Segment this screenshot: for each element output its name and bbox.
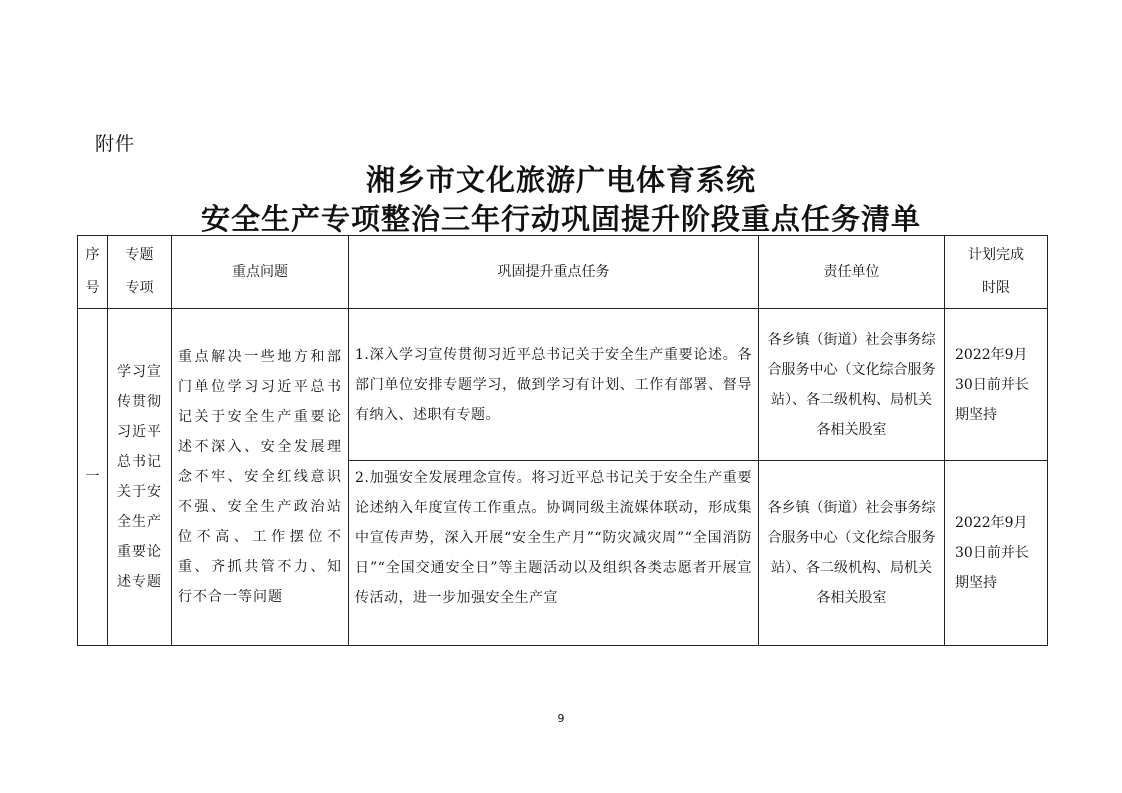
unit-cell-2: 各乡镇（街道）社会事务综合服务中心（文化综合服务站）、各二级机构、局机关各相关股室: [759, 461, 945, 646]
header-problem: 重点问题: [172, 236, 349, 309]
header-unit: 责任单位: [759, 236, 945, 309]
header-task: 巩固提升重点任务: [349, 236, 759, 309]
header-topic: 专题专项: [108, 236, 172, 309]
deadline-cell-2: 2022年9月30日前并长期坚持: [945, 461, 1048, 646]
task-list-table: [77, 235, 1048, 646]
document-title-line-1: 湘乡市文化旅游广电体育系统: [365, 163, 756, 197]
unit-cell-1: 各乡镇（街道）社会事务综合服务中心（文化综合服务站）、各二级机构、局机关各相关股室: [759, 309, 945, 461]
group-seq-cell: 一: [78, 309, 108, 646]
deadline-cell-1: 2022年9月30日前并长期坚持: [945, 309, 1048, 461]
document-title-line-2: 安全生产专项整治三年行动巩固提升阶段重点任务清单: [200, 202, 921, 236]
page-number: 9: [557, 712, 565, 725]
table-header-row: [78, 236, 1048, 309]
header-deadline: 计划完成时限: [945, 236, 1048, 309]
table-row: [78, 309, 1048, 461]
group-problem-cell: 重点解决一些地方和部门单位学习习近平总书记关于安全生产重要论述不深入、安全发展理念不牢、安全红线意识不强、安全生产政治站位不高、工作摆位不重、齐抓共管不力、知行不合一等问题: [172, 309, 349, 646]
header-seq: 序号: [78, 236, 108, 309]
task-cell-1: 1.深入学习宣传贯彻习近平总书记关于安全生产重要论述。各部门单位安排专题学习，做到学习有计划、工作有部署、督导有纳入、述职有专题。: [349, 309, 759, 461]
task-cell-2: 2.加强安全发展理念宣传。将习近平总书记关于安全生产重要论述纳入年度宣传工作重点。协调同级主流媒体联动，形成集中宣传声势，深入开展“安全生产月”“防灾减灾周”“全国消防日”“全国交通安全日”等主题活动以及组织各类志愿者开展宣传活动，进一步加强安全生产宣: [349, 461, 759, 646]
group-topic-cell: 学习宣传贯彻习近平总书记关于安全生产重要论述专题: [108, 309, 172, 646]
attachment-label: 附件: [95, 133, 136, 155]
